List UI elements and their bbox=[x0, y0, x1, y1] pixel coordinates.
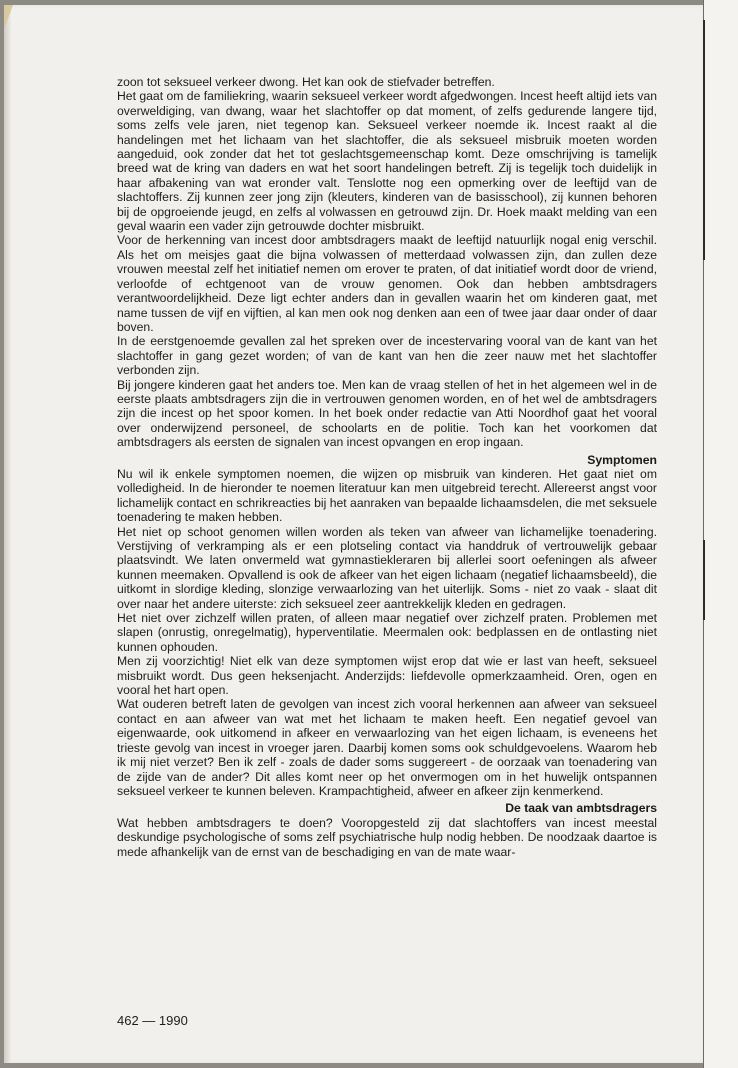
page-footer: 462 — 1990 bbox=[117, 1013, 188, 1028]
section-heading-symptomen: Symptomen bbox=[587, 452, 657, 467]
paragraph: Het gaat om de familiekring, waarin seksueel verkeer wordt afgedwongen. Incest heeft altijd iets van overweldiging, van dwang, waar het slachtoffer op dat moment, of zelfs gedurende langere tijd, soms zelfs vele jaren, niet tegenop kan. Seksueel verkeer noemde ik. Incest raakt al die handelingen met het lichaam van het slachtoffer, die als seksueel misbruik moeten worden aangeduid, ook zonder dat het tot geslachtsgemeenschap komt. Deze omschrijving is tamelijk breed wat de kring van daders en wat het soort handelingen betreft. Zij is tegelijk toch duidelijk in haar afbakening van wat eronder valt. Tenslotte nog een opmerking over de leeftijd van de slachtoffers. Zij kunnen zeer jong zijn (kleuters, kinderen van de basisschool), zij kunnen behoren bij de opgroeiende jeugd, en zelfs al volwassen en getrouwd zijn. Dr. Hoek maakt melding van een geval waarin een vader zijn getrouwde dochter misbruikt. bbox=[117, 89, 657, 234]
paragraph: Het niet over zichzelf willen praten, of alleen maar negatief over zichzelf praten. Problemen met slapen (onrustig, onregelmatig), hyperventilatie. Meermalen ook: bedplassen en de ontlasting niet kunnen ophouden. bbox=[117, 611, 657, 654]
adjacent-page-edge bbox=[703, 0, 738, 1068]
article-body bbox=[117, 75, 657, 859]
book-page bbox=[4, 5, 704, 1063]
section-heading-taak-ambtsdragers: De taak van ambtsdragers bbox=[505, 801, 657, 816]
paragraph: Men zij voorzichtig! Niet elk van deze symptomen wijst erop dat wie er last van heeft, seksueel misbruikt wordt. Dus geen heksenjacht. Anderzijds: liefdevolle opmerkzaamheid. Oren, ogen en vooral het hart open. bbox=[117, 654, 657, 698]
page-corner-tab bbox=[4, 5, 13, 29]
paragraph: Nu wil ik enkele symptomen noemen, die wijzen op misbruik van kinderen. Het gaat niet om volledigheid. In de hieronder te noemen literatuur kan men uitgebreid terecht. Allereerst angst voor lichamelijk contact en schrikreacties bij het aanraken van bepaalde lichaamsdelen, die met seksuele toenadering te maken hebben. bbox=[117, 466, 657, 525]
paragraph: Wat ouderen betreft laten de gevolgen van incest zich vooral herkennen aan afweer van seksueel contact en aan afweer van wat met het lichaam te maken heeft. Een negatief gevoel van eigenwaarde, ook uitkomend in afkeer en verwaarlozing van het eigen lichaam, is eveneens het trieste gevolg van incest in vroeger jaren. Daarbij komen soms ook schuldgevoelens. Waarom heb ik mij niet verzet? Ben ik zelf - zoals de dader soms suggereert - de oorzaak van toenadering van de zijde van de ander? Dit alles komt neer op het onvermogen om in het huwelijk ontspannen seksueel verkeer te kunnen beleven. Krampachtigheid, afweer en afkeer zijn kenmerkend. bbox=[117, 697, 657, 798]
paragraph: In de eerstgenoemde gevallen zal het spreken over de incestervaring vooral van de kant van het slachtoffer in gang gezet worden; of van de kant van hen die zeer nauw met het slachtoffer verbonden zijn. bbox=[117, 334, 657, 378]
paragraph: Wat hebben ambtsdragers te doen? Vooropgesteld zij dat slachtoffers van incest meestal deskundige psychologische of soms zelf psychiatrische hulp nodig hebben. De noodzaak daartoe is mede afhankelijk van de ernst van de beschadiging en van de mate waar- bbox=[117, 815, 657, 859]
page-edge-line bbox=[703, 20, 705, 260]
paragraph: Voor de herkenning van incest door ambtsdragers maakt de leeftijd natuurlijk nogal enig verschil. Als het om meisjes gaat die bijna volwassen of metterdaad volwassen zijn, dan zullen deze vrouwen meestal zelf het initiatief nemen om erover te praten, of dat initiatief wordt door de vriend, verloofde of echtgenoot van de vrouw genomen. Ook dan hebben ambtsdragers verantwoordelijkheid. Deze ligt echter anders dan in gevallen waarin het om kinderen gaat, met name tussen de vijf en vijftien, al kan men ook nog denken aan een of twee jaar daar onder of daar boven. bbox=[117, 233, 657, 334]
paragraph: zoon tot seksueel verkeer dwong. Het kan ook de stiefvader betreffen. bbox=[117, 75, 495, 89]
page-spine-shadow bbox=[4, 5, 11, 1063]
page-edge-line bbox=[703, 540, 705, 620]
paragraph: Het niet op schoot genomen willen worden als teken van afweer van lichamelijke toenadering. Verstijving of verkramping als er een plotseling contact via handdruk of vertrouwelijk gebaar plaatsvindt. We laten onvermeld wat gymnastiekleraren bij allerlei soort oefeningen als afweer kunnen meemaken. Opvallend is ook de afkeer van het eigen lichaam (negatief lichaamsbeeld), die uitkomt in slordige kleding, slonzige verwaarlozing van het uiterlijk. Soms - niet zo vaak - slaat dit over naar het andere uiterste: zich seksueel zeer aantrekkelijk kleden en gedragen. bbox=[117, 524, 657, 611]
paragraph: Bij jongere kinderen gaat het anders toe. Men kan de vraag stellen of het in het algemeen wel in de eerste plaats ambtsdragers zijn die in vertrouwen genomen worden, en of het wel de ambtsdragers zijn die incest op het spoor komen. In het boek onder redactie van Atti Noordhof gaat het vooral over onderwijzend personeel, de schoolarts en de politie. Toch kan het voorkomen dat ambtsdragers als eersten de signalen van incest opvangen en erop ingaan. bbox=[117, 377, 657, 450]
